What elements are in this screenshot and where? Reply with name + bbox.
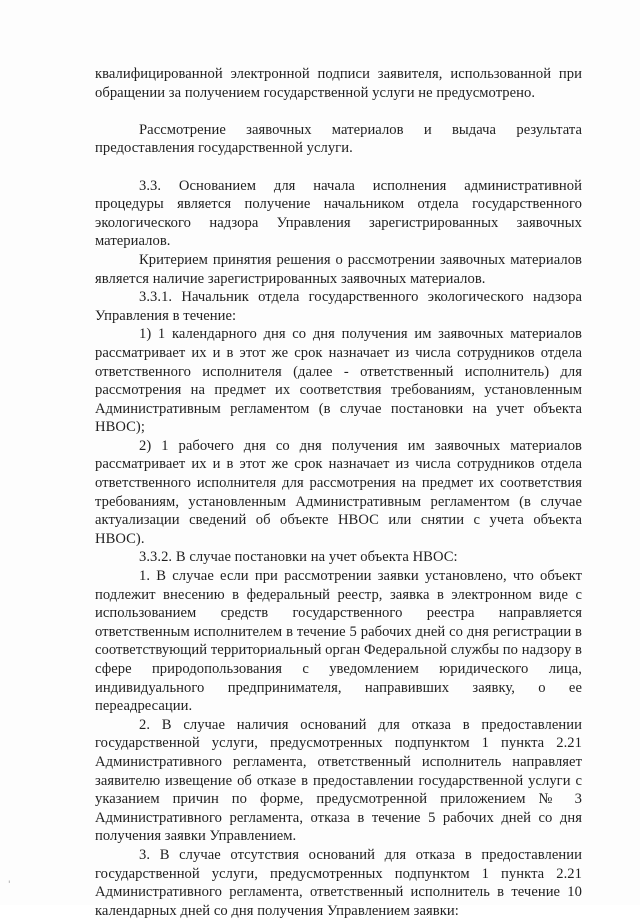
paragraph-3-3-2: 3.3.2. В случае постановки на учет объекта НВОС: (139, 549, 458, 566)
paragraph-intro: квалифицированной электронной подписи заявителя, использованной при обращении за получением государственной услуги не предусмотрено. (95, 66, 582, 101)
paragraph-item-1: 1) 1 календарного дня со дня получения им заявочных материалов рассматривает их и в этот же срок назначает из числа сотрудников отдела ответственного исполнителя (далее - ответственный исполнитель) для рассмотрения на предмет их соответствия требованиям, установленным Административным регламентом (в случае постановки на учет объекта НВОС); (95, 326, 582, 436)
paragraph-3-3: 3.3. Основанием для начала исполнения административной процедуры является получение начальником отдела государственного экологического надзора Управления зарегистрированных заявочных материалов. (95, 177, 582, 250)
spacer (95, 158, 582, 177)
margin-mark: ' (8, 880, 11, 890)
paragraph-case-2: 2. В случае наличия оснований для отказа в предоставлении государственной услуги, предусмотренных подпунктом 1 пункта 2.21 Административного регламента, ответственный исполнитель направляет заявителю извещение об отказе в предоставлении государственной услуги с указанием причин по форме, предусмотренной приложением № 3 Административного регламента, отказа в течение 5 рабочих дней со дня получения заявки Управлением. (95, 716, 582, 845)
document-body (95, 65, 582, 920)
paragraph-3-3-1: 3.3.1. Начальник отдела государственного экологического надзора Управления в течение: (95, 289, 582, 324)
paragraph-criterion: Критерием принятия решения о рассмотрении заявочных материалов является наличие зарегистрированных заявочных материалов. (95, 251, 582, 287)
paragraph-case-3: 3. В случае отсутствия оснований для отказа в предоставлении государственной услуги, предусмотренных подпунктом 1 пункта 2.21 Административного регламента, ответственный исполнитель в течение 10 календарных дней со дня получения Управлением заявки: (95, 846, 582, 919)
paragraph-case-1: 1. В случае если при рассмотрении заявки установлено, что объект подлежит внесению в федеральный реестр, заявка в электронном виде с использованием средств государственного реестра направляется ответственным исполнителем в течение 5 рабочих дней со дня регистрации в соответствующий территориальный орган Федеральной службы по надзору в сфере природопользования с уведомлением юридического лица, индивидуального предпринимателя, направивших заявку, о ее переадресации. (95, 568, 582, 715)
spacer (95, 102, 582, 121)
section-heading: Рассмотрение заявочных материалов и выдача результата предоставления государственной услуги. (95, 121, 582, 157)
paragraph-item-2: 2) 1 рабочего дня со дня получения им заявочных материалов рассматривает их и в этот же срок назначает из числа сотрудников отдела ответственного исполнителя для рассмотрения на предмет их соответствия требованиям, установленным Административным регламентом (в случае актуализации сведений об объекте НВОС или снятии с учета объекта НВОС). (95, 437, 582, 547)
